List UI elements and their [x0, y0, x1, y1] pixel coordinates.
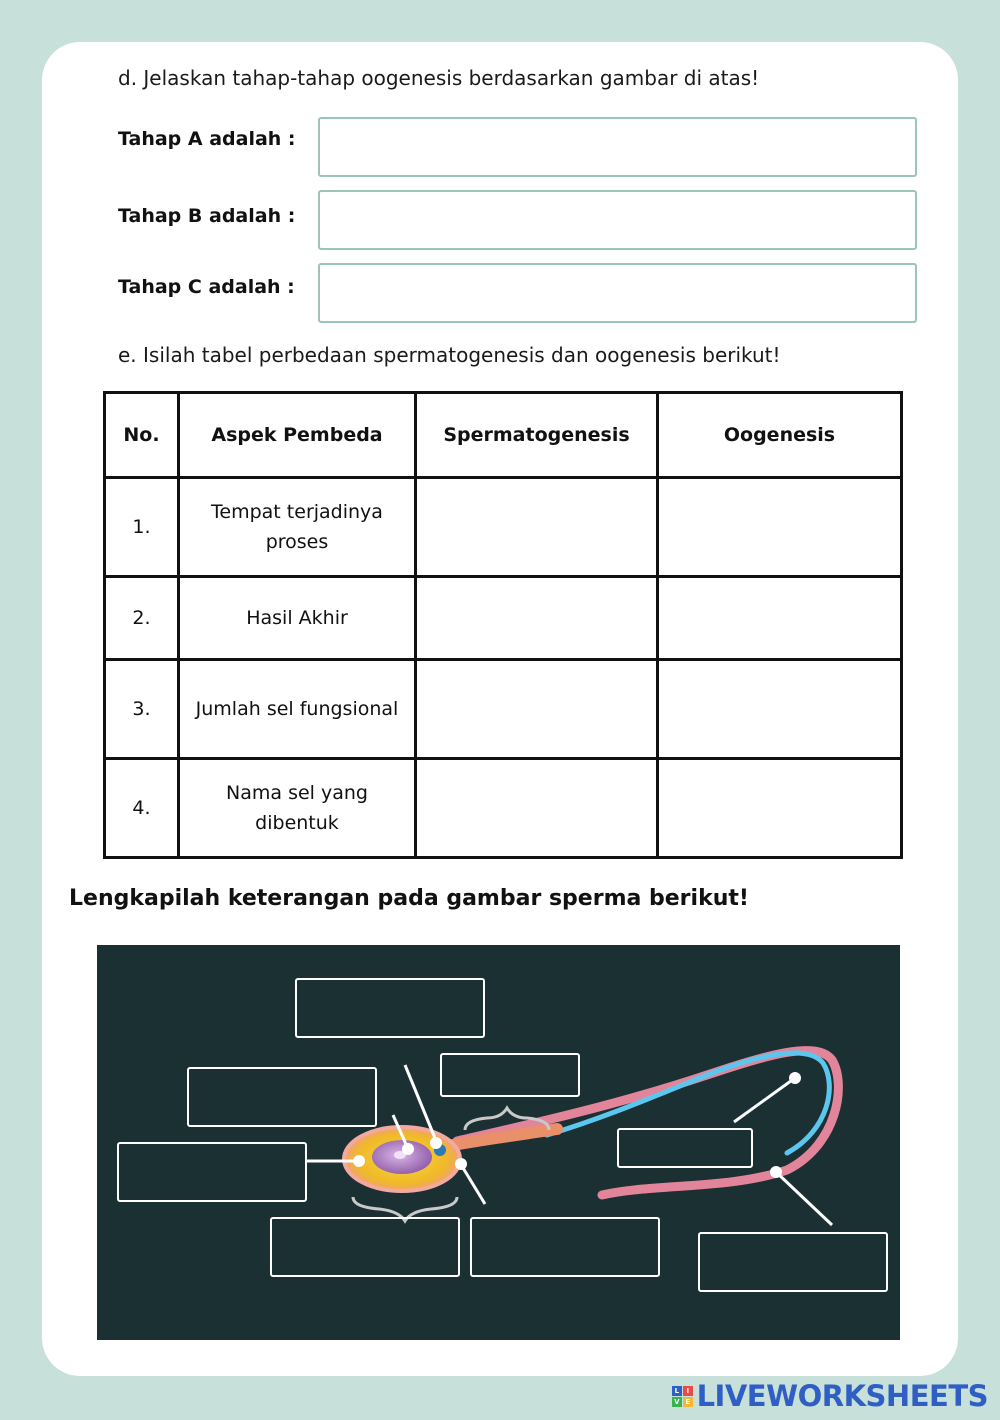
oogenesis-answer-cell[interactable]: [658, 478, 902, 577]
oogenesis-answer-cell[interactable]: [658, 577, 902, 660]
question-e-prompt: e. Isilah tabel perbedaan spermatogenesis dan oogenesis berikut!: [118, 343, 781, 367]
brand-name: LIVEWORKSHEETS: [696, 1379, 988, 1413]
tahap-c-label: Tahap C adalah :: [118, 276, 295, 298]
row-number: 4.: [105, 759, 179, 858]
sperm-label-field-8[interactable]: [698, 1232, 888, 1292]
sperm-label-field-1[interactable]: [295, 978, 485, 1038]
spermatogenesis-answer-cell[interactable]: [416, 478, 658, 577]
row-aspek: Hasil Akhir: [179, 577, 416, 660]
sperm-section-title: Lengkapilah keterangan pada gambar sperma berikut!: [69, 886, 749, 911]
sperm-label-field-6[interactable]: [270, 1217, 460, 1277]
table-header-row: [105, 393, 902, 478]
row-number: 2.: [105, 577, 179, 660]
row-number: 1.: [105, 478, 179, 577]
table-row: [105, 759, 902, 858]
spermatogenesis-answer-cell[interactable]: [416, 660, 658, 759]
sperm-label-field-2[interactable]: [440, 1053, 580, 1097]
oogenesis-answer-cell[interactable]: [658, 660, 902, 759]
tahap-b-answer-field[interactable]: [318, 190, 917, 250]
header-aspek: Aspek Pembeda: [179, 393, 416, 478]
header-spermatogenesis: Spermatogenesis: [416, 393, 658, 478]
spermatogenesis-answer-cell[interactable]: [416, 759, 658, 858]
header-no: No.: [105, 393, 179, 478]
row-aspek: Jumlah sel fungsional: [179, 660, 416, 759]
tahap-a-label: Tahap A adalah :: [118, 128, 296, 150]
tahap-c-answer-field[interactable]: [318, 263, 917, 323]
oogenesis-answer-cell[interactable]: [658, 759, 902, 858]
sperm-label-field-3[interactable]: [187, 1067, 377, 1127]
sperm-label-field-4[interactable]: [117, 1142, 307, 1202]
header-oogenesis: Oogenesis: [658, 393, 902, 478]
difference-table: [103, 391, 903, 859]
sperm-diagram: [97, 945, 900, 1340]
sperm-label-field-7[interactable]: [470, 1217, 660, 1277]
liveworksheets-logo-icon: L I V E: [672, 1386, 693, 1407]
tahap-b-label: Tahap B adalah :: [118, 205, 296, 227]
sperm-label-field-5[interactable]: [617, 1128, 753, 1168]
tahap-a-answer-field[interactable]: [318, 117, 917, 177]
table-row: [105, 577, 902, 660]
row-aspek: Tempat terjadinya proses: [179, 478, 416, 577]
table-row: [105, 660, 902, 759]
question-d-prompt: d. Jelaskan tahap-tahap oogenesis berdasarkan gambar di atas!: [118, 66, 760, 90]
row-aspek: Nama sel yang dibentuk: [179, 759, 416, 858]
row-number: 3.: [105, 660, 179, 759]
liveworksheets-logo: [672, 1378, 988, 1414]
table-row: [105, 478, 902, 577]
spermatogenesis-answer-cell[interactable]: [416, 577, 658, 660]
